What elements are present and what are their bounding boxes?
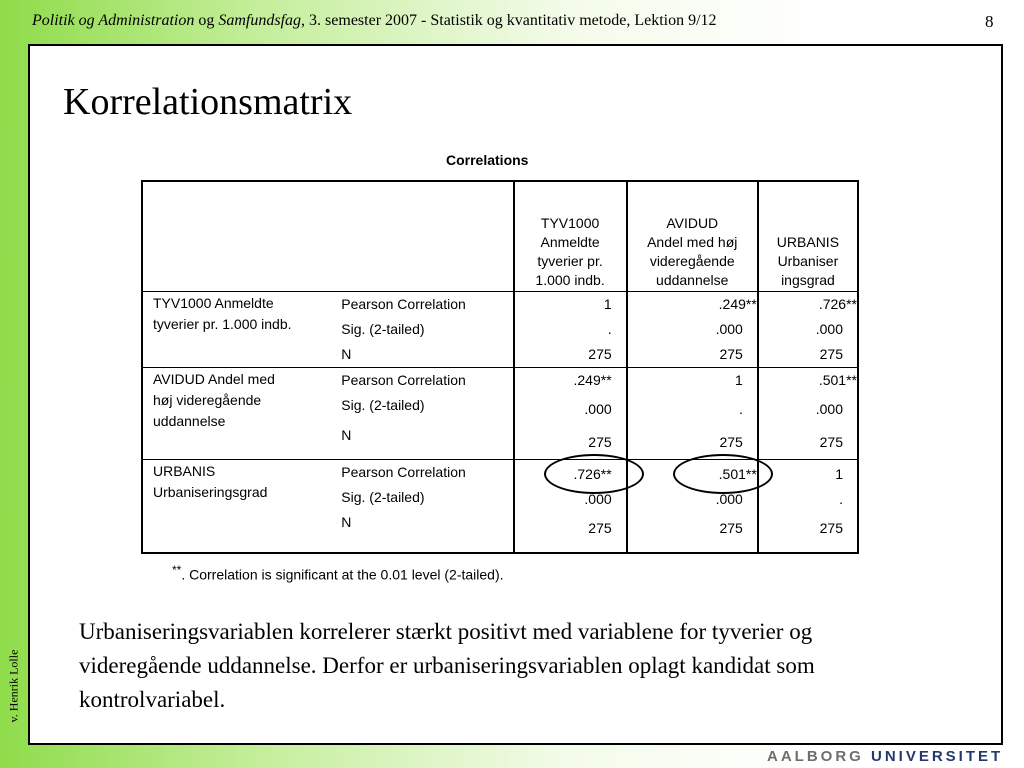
cell-value: .000 (715, 490, 743, 507)
cell-value: 275 (719, 345, 743, 362)
row-label-line: TYV1000 Anmeldte (153, 294, 274, 311)
row-label-avidud (142, 367, 339, 459)
cell-value: . (839, 490, 843, 507)
author-label (2, 632, 26, 740)
column-header-line: videregående (649, 252, 735, 269)
logo-part2: UNIVERSITET (863, 748, 1004, 765)
stat-label: Sig. (2-tailed) (341, 320, 425, 337)
header-empty-cell (142, 181, 339, 291)
slide-header (0, 0, 1024, 44)
column-header-tyv1000 (514, 181, 627, 291)
value-cell (514, 291, 627, 367)
value-cell (627, 291, 758, 367)
slide-body-text: Urbaniseringsvariablen korrelerer stærkt positivt med variablene for tyverier og videregående uddannelse. Derfor er urbaniseringsvariablen oplagt kandidat som kontrolvariabel. (79, 619, 815, 712)
column-header-avidud (627, 181, 758, 291)
cell-value: .000 (584, 490, 612, 507)
author-text: v. Henrik Lolle (6, 649, 21, 723)
cell-value: .000 (815, 400, 843, 417)
cell-value: 1 (735, 371, 743, 388)
row-label-line: høj videregående (153, 391, 262, 408)
cell-value: .726** (573, 465, 612, 482)
cell-value: .726** (818, 295, 857, 312)
stat-labels (339, 291, 513, 367)
column-header-line: tyverier pr. (537, 252, 603, 269)
cell-value: .000 (815, 320, 843, 337)
stat-labels (339, 459, 513, 553)
course-conjunction: og (194, 12, 219, 29)
cell-value: 275 (719, 433, 743, 450)
slide-title: Korrelationsmatrix (63, 81, 353, 123)
cell-value: 275 (819, 433, 843, 450)
cell-value: 1 (835, 465, 843, 482)
row-label-tyv1000 (142, 291, 339, 367)
column-header-line: Andel med høj (647, 233, 738, 250)
column-header-line: uddannelse (656, 271, 729, 288)
cell-value: .249** (718, 295, 757, 312)
footnote-mark: ** (172, 563, 182, 577)
cell-value: . (607, 320, 612, 337)
row-label-line: tyverier pr. 1.000 indb. (153, 315, 292, 332)
footnote-text: . Correlation is significant at the 0.01 level (2-tailed). (181, 566, 504, 583)
page-number: 8 (985, 12, 994, 31)
cell-value: .000 (715, 320, 743, 337)
cell-value: 1 (603, 295, 612, 312)
aalborg-university-logo (767, 748, 1003, 765)
cell-value: .501** (818, 371, 857, 388)
cell-value: .501** (718, 465, 757, 482)
correlation-table (141, 180, 859, 554)
value-cell (758, 367, 858, 459)
course-name: Politik og Administration (32, 12, 195, 29)
column-header-urbanis (758, 181, 858, 291)
table-header-row (142, 181, 858, 291)
cell-value: 275 (819, 345, 843, 362)
header-empty-cell (339, 181, 513, 291)
stat-label: Sig. (2-tailed) (341, 396, 425, 413)
stat-label: N (341, 513, 352, 530)
row-label-line: URBANIS (153, 462, 216, 479)
cell-value: 275 (588, 519, 612, 536)
stat-label: Pearson Correlation (341, 295, 466, 312)
table-caption: Correlations (446, 152, 529, 168)
cell-value: 275 (719, 519, 743, 536)
stat-label: Pearson Correlation (341, 463, 466, 480)
stat-label: Pearson Correlation (341, 371, 466, 388)
column-header-line: TYV1000 (540, 214, 600, 231)
highlight-circle-tyv-urbanis (544, 454, 644, 494)
cell-value: 275 (819, 519, 843, 536)
cell-value: 275 (588, 345, 612, 362)
row-label-urbanis (142, 459, 339, 553)
column-header-line: Anmeldte (540, 233, 600, 250)
row-label-line: Urbaniseringsgrad (153, 483, 268, 500)
cell-value: . (738, 400, 743, 417)
value-cell (514, 367, 627, 459)
row-label-line: AVIDUD Andel med (153, 370, 275, 387)
course-title (32, 12, 717, 30)
stat-labels (339, 367, 513, 459)
value-cell (758, 291, 858, 367)
cell-value: 275 (588, 433, 612, 450)
logo-part1: AALBORG (767, 748, 864, 765)
table-row (142, 367, 858, 459)
cell-value: .249** (573, 371, 612, 388)
cell-value: .000 (584, 400, 612, 417)
highlight-circle-avidud-urbanis (673, 454, 773, 494)
stat-label: N (341, 426, 352, 443)
row-label-line: uddannelse (153, 412, 226, 429)
course-subject: Samfundsfag (218, 12, 302, 29)
table-footnote (172, 563, 504, 583)
table-row (142, 291, 858, 367)
stat-label: N (341, 345, 352, 362)
column-header-line: AVIDUD (666, 214, 719, 231)
column-header-line: ingsgrad (781, 271, 835, 288)
column-header-line: URBANIS (776, 233, 840, 250)
value-cell (627, 367, 758, 459)
course-details: , 3. semester 2007 - Statistik og kvantitativ metode, Lektion 9/12 (301, 12, 717, 29)
column-header-line: Urbaniser (777, 252, 839, 269)
stat-label: Sig. (2-tailed) (341, 488, 425, 505)
column-header-line: 1.000 indb. (535, 271, 605, 288)
